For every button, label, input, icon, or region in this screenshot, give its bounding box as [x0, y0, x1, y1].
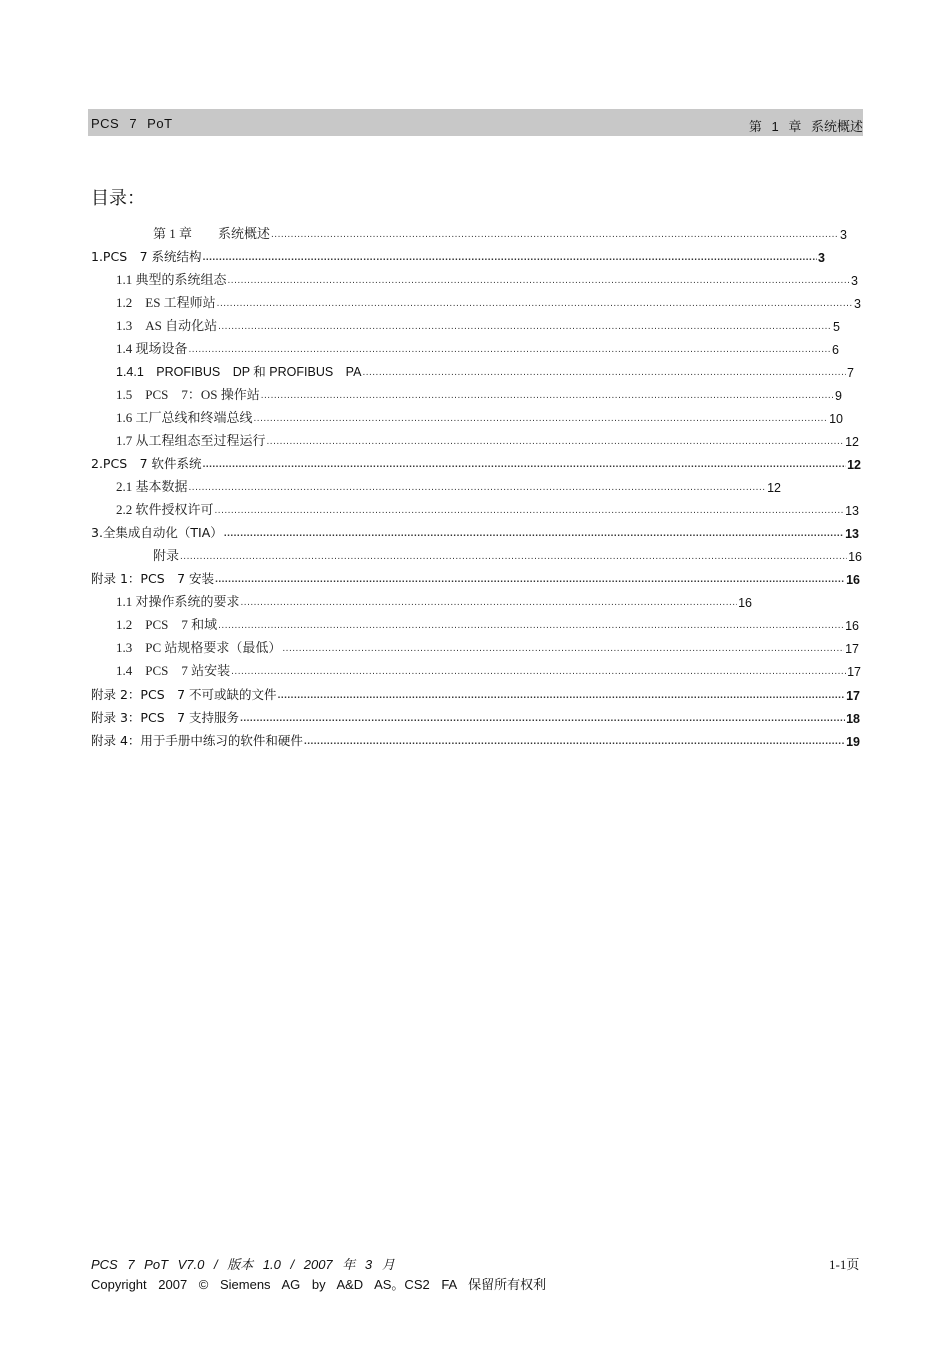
toc-entry[interactable]	[116, 406, 843, 426]
page-header	[88, 109, 863, 136]
toc-dot-leader	[218, 619, 844, 633]
toc-dot-leader	[271, 228, 839, 242]
toc-entry-label: 附录 2：PCS 7 不可或缺的文件	[91, 687, 277, 702]
toc-dot-leader	[278, 689, 846, 703]
toc-dot-leader	[282, 642, 844, 656]
toc-dot-leader	[218, 320, 832, 334]
toc-entry[interactable]	[116, 659, 861, 679]
toc-dot-leader	[215, 504, 845, 518]
toc-entry[interactable]	[116, 314, 840, 334]
toc-dot-leader	[217, 297, 853, 311]
toc-dot-leader	[240, 712, 845, 726]
toc-entry-page: 3	[840, 228, 847, 242]
toc-entry-page: 12	[767, 481, 781, 495]
toc-entry-label: 附录 3：PCS 7 支持服务	[91, 710, 240, 725]
toc-entry-label: 2.2 软件授权许可	[116, 502, 214, 517]
toc-entry[interactable]	[153, 544, 862, 564]
toc-entry-page: 9	[835, 389, 842, 403]
toc-entry-page: 16	[845, 619, 859, 633]
toc-entry[interactable]	[116, 291, 861, 311]
toc-entry-page: 18	[846, 712, 860, 726]
toc-dot-leader	[189, 343, 832, 357]
toc-entry-page: 12	[847, 458, 861, 472]
toc-entry[interactable]	[116, 498, 859, 518]
toc-entry-label: 1.4 现场设备	[116, 341, 188, 356]
toc-entry-page: 17	[845, 642, 859, 656]
toc-entry[interactable]	[116, 590, 752, 610]
toc-entry-label: 1.2 PCS 7 和域	[116, 617, 218, 632]
toc-entry[interactable]	[116, 613, 859, 633]
toc-entry-page: 13	[845, 527, 859, 541]
toc-dot-leader	[189, 481, 767, 495]
toc-dot-leader	[228, 274, 851, 288]
toc-entry-label: 1.6 工厂总线和终端总线	[116, 410, 253, 425]
toc-entry-label: 1.3 PC 站规格要求（最低）	[116, 640, 282, 655]
toc-entry[interactable]	[116, 429, 859, 449]
toc-dot-leader	[203, 458, 847, 472]
toc-entry-label: 2.1 基本数据	[116, 479, 188, 494]
toc-entry-page: 17	[847, 665, 861, 679]
toc-entry-label: 第 1 章 系统概述	[153, 226, 271, 241]
toc-dot-leader	[241, 596, 738, 610]
toc-entry-label: 附录	[153, 548, 180, 563]
toc-entry[interactable]	[91, 729, 860, 749]
toc-entry[interactable]	[153, 222, 847, 242]
toc-dot-leader	[231, 665, 846, 679]
toc-entry[interactable]	[116, 636, 859, 656]
toc-dot-leader	[203, 251, 817, 265]
toc-entry-label: 3.全集成自动化（TIA）	[91, 525, 223, 540]
toc-dot-leader	[254, 412, 829, 426]
toc-entry[interactable]	[116, 337, 839, 357]
toc-entry-label: 1.1 典型的系统组态	[116, 272, 227, 287]
footer-page-number: 1-1页	[829, 1257, 860, 1272]
toc-entry-page: 12	[845, 435, 859, 449]
toc-entry-label: 1.4.1 PROFIBUS DP 和 PROFIBUS PA	[116, 365, 362, 379]
toc-entry-label: 1.3 AS 自动化站	[116, 318, 218, 333]
toc-entry-page: 16	[848, 550, 862, 564]
toc-entry[interactable]	[91, 706, 860, 726]
toc-dot-leader	[215, 573, 845, 587]
toc-entry-label: 附录 4：用于手册中练习的软件和硬件	[91, 733, 303, 748]
toc-entry[interactable]	[91, 567, 860, 587]
toc-entry-label: 1.2 ES 工程师站	[116, 295, 216, 310]
toc-entry-page: 13	[845, 504, 859, 518]
toc-dot-leader	[362, 366, 846, 380]
toc-entry-label: 1.4 PCS 7 站安装	[116, 663, 231, 678]
toc-entry[interactable]	[116, 383, 842, 403]
toc-entry-label: 1.5 PCS 7：OS 操作站	[116, 387, 260, 402]
toc-entry-label: 1.1 对操作系统的要求	[116, 594, 240, 609]
toc-entry-label: 1.7 从工程组态至过程运行	[116, 433, 266, 448]
toc-entry-page: 16	[738, 596, 752, 610]
toc-entry[interactable]	[91, 683, 860, 703]
toc-dot-leader	[224, 527, 844, 541]
toc-entry-page: 5	[833, 320, 840, 334]
toc-entry[interactable]	[91, 521, 859, 541]
toc-entry-page: 10	[829, 412, 843, 426]
toc-entry-page: 17	[846, 689, 860, 703]
toc-entry-page: 7	[847, 366, 854, 380]
toc-entry-page: 6	[832, 343, 839, 357]
toc-dot-leader	[267, 435, 845, 449]
toc-entry-page: 19	[846, 735, 860, 749]
toc-entry[interactable]	[116, 360, 854, 380]
toc-entry[interactable]	[116, 475, 781, 495]
toc-entry[interactable]	[116, 268, 858, 288]
toc-entry-page: 3	[818, 251, 825, 265]
toc-dot-leader	[304, 735, 845, 749]
footer-copyright: Copyright 2007 © Siemens AG by A&D AS。CS2 FA 保留所有权利	[91, 1277, 547, 1292]
toc-entry-label: 1.PCS 7 系统结构	[91, 249, 202, 264]
header-doc-title: PCS 7 PoT	[91, 116, 173, 131]
toc-entry-label: 附录 1：PCS 7 安装	[91, 571, 215, 586]
header-chapter-title: 第 1 章 系统概述	[748, 119, 863, 134]
toc-entry[interactable]	[91, 245, 825, 265]
toc-entry-page: 3	[854, 297, 861, 311]
toc-heading: 目录：	[91, 188, 145, 208]
toc-dot-leader	[261, 389, 834, 403]
toc-entry-page: 16	[846, 573, 860, 587]
toc-entry-label: 2.PCS 7 软件系统	[91, 456, 202, 471]
toc-entry-page: 3	[851, 274, 858, 288]
footer-version-line: PCS 7 PoT V7.0 / 版本 1.0 / 2007 年 3 月	[91, 1257, 395, 1272]
toc-entry[interactable]	[91, 452, 861, 472]
toc-dot-leader	[180, 550, 847, 564]
